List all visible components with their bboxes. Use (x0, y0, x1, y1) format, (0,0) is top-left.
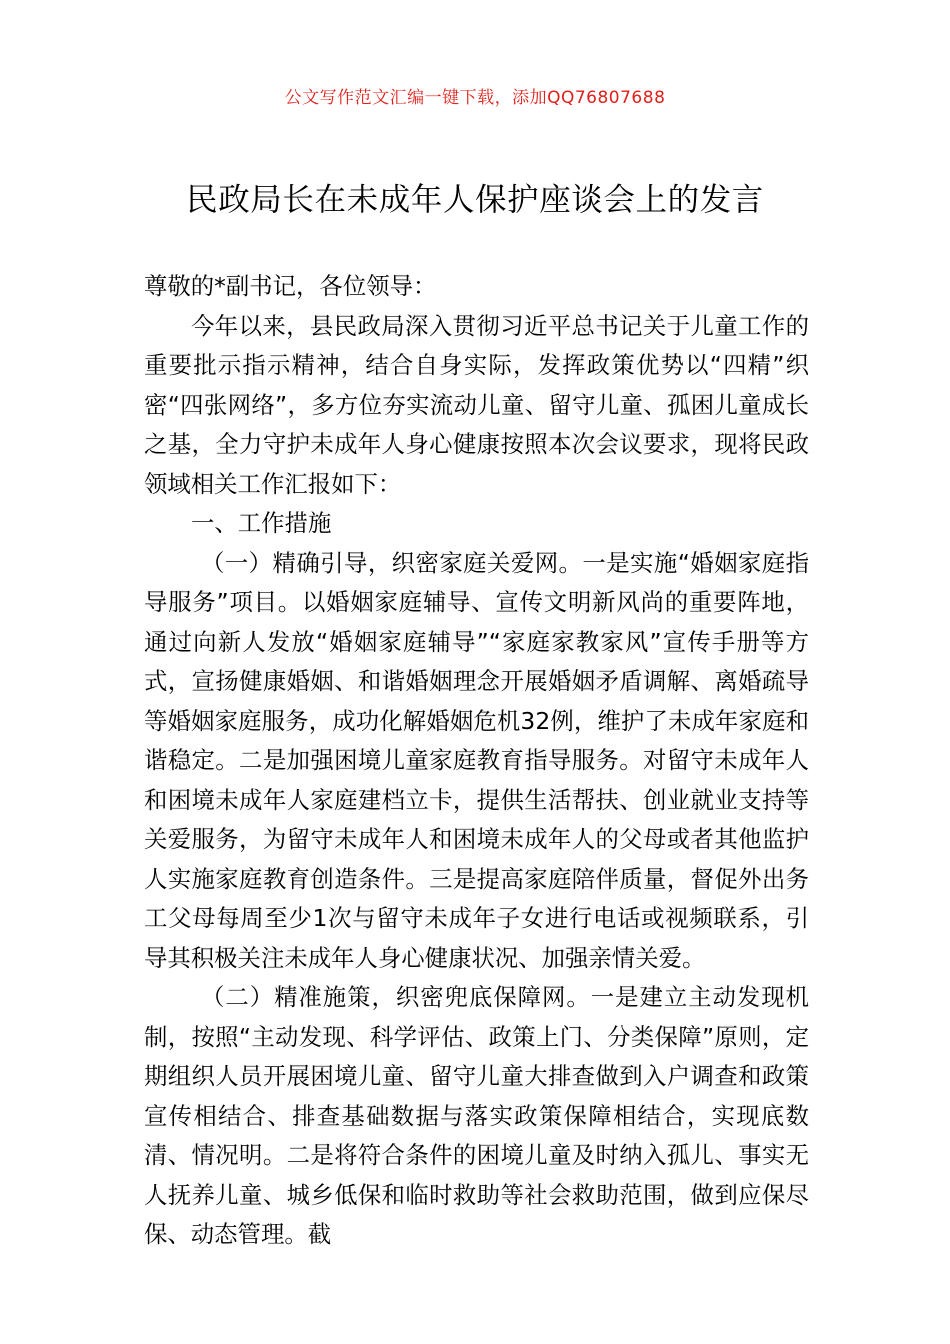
document-body (144, 267, 809, 1255)
paragraph-family-care: （一）精确引导，织密家庭关爱网。一是实施“婚姻家庭指导服务”项目。以婚姻家庭辅导、宣传文明新风尚的重要阵地，通过向新人发放“婚姻家庭辅导”“家庭家教家风”宣传手册等方式，宣扬健康婚姻、和谐婚姻理念开展婚姻矛盾调解、离婚疏导等婚姻家庭服务，成功化解婚姻危机32例，维护了未成年家庭和谐稳定。二是加强困境儿童家庭教育指导服务。对留守未成年人和困境未成年人家庭建档立卡，提供生活帮扶、创业就业支持等关爱服务，为留守未成年人和困境未成年人的父母或者其他监护人实施家庭教育创造条件。三是提高家庭陪伴质量，督促外出务工父母每周至少1次与留守未成年子女进行电话或视频联系，引导其积极关注未成年人身心健康状况、加强亲情关爱。 (144, 548, 809, 972)
paragraph-intro: 今年以来，县民政局深入贯彻习近平总书记关于儿童工作的重要批示指示精神，结合自身实际，发挥政策优势以“四精”织密“四张网络”，多方位夯实流动儿童、留守儿童、孤困儿童成长之基，全力守护未成年人身心健康按照本次会议要求，现将民政领域相关工作汇报如下： (144, 311, 809, 498)
salutation: 尊敬的*副书记，各位领导： (144, 272, 437, 300)
paragraph-safety-net: （二）精准施策，织密兜底保障网。一是建立主动发现机制，按照“主动发现、科学评估、政策上门、分类保障”原则，定期组织人员开展困境儿童、留守儿童大排查做到入户调查和政策宣传相结合、排查基础数据与落实政策保障相结合，实现底数清、情况明。二是将符合条件的困境儿童及时纳入孤儿、事实无人抚养儿童、城乡低保和临时救助等社会救助范围，做到应保尽保、动态管理。截 (144, 983, 809, 1248)
document-title: 民政局长在未成年人保护座谈会上的发言 (186, 182, 764, 218)
section-heading: 一、工作措施 (191, 509, 332, 537)
promo-banner[interactable]: 公文写作范文汇编一键下载，添加QQ76807688 (284, 88, 666, 108)
